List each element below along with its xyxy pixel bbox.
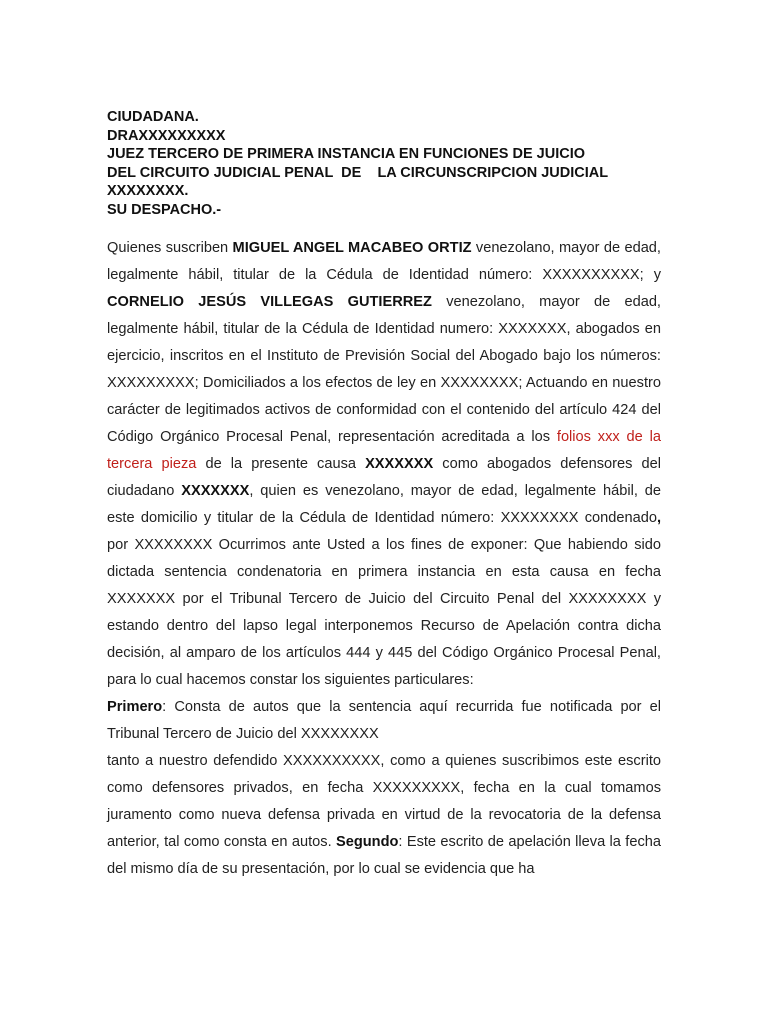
text-run: tanto a nuestro defendido XXXXXXXXXX, como a quienes suscribimos este escrito como defensores privados, en fecha XXXXXXXXX, fecha en la cual tomamos juramento como nueva defensa privada en virtud de la revocatoria de la defensa anterior, tal como consta en autos.	[107, 753, 661, 850]
text-run: Quienes suscriben	[107, 240, 233, 256]
heading-line: DRAXXXXXXXXX	[107, 127, 226, 144]
text-run: por XXXXXXXX Ocurrimos ante Usted a los fines de exponer: Que habiendo sido dictada sentencia condenatoria en primera instancia en esta causa en fecha XXXXXXX por el Tribunal Tercero de Juicio del Circuito Penal del XXXXXXXX y estando dentro del lapso legal interponemos Recurso de Apelación contra dicha decisión, al amparo de los artículos 444 y 445 del Código Orgánico Procesal Penal, para lo cual hacemos constar los siguientes particulares:	[107, 537, 661, 688]
text-run: : Consta de autos que la sentencia aquí recurrida fue notificada por el Tribunal Tercero de Juicio del XXXXXXXX	[107, 699, 661, 742]
text-run: venezolano, mayor de edad, legalmente hábil, titular de la Cédula de Identidad numero: XXXXXXX, abogados en ejercicio, inscritos en el Instituto de Previsión Social del Abogado bajo los números: XXXXXXXXX; Domiciliados a los efectos de ley en XXXXXXXX; Actuando en nuestro carácter de legitimados activos de conformidad con el contenido del artículo 424 del Código Orgánico Procesal Penal, representación acreditada a los	[107, 294, 661, 445]
heading-line: XXXXXXXX.	[107, 183, 189, 199]
heading-line: SU DESPACHO.-	[107, 201, 222, 218]
text-run: , quien es venezolano, mayor de edad, legalmente hábil, de este domicilio y titular de la Cédula de Identidad número: XXXXXXXX condenado	[107, 483, 661, 526]
heading-line: DEL CIRCUITO JUDICIAL PENAL DE LA CIRCUNSCRIPCION JUDICIAL	[107, 164, 609, 181]
document-body	[107, 235, 661, 883]
document-page	[107, 108, 661, 883]
signatory-name: CORNELIO JESÚS VILLEGAS GUTIERREZ	[107, 294, 432, 310]
defendant-name: XXXXXXX	[181, 483, 250, 499]
paragraph-segundo	[107, 748, 661, 883]
text-run: : Este escrito de apelación lleva la fecha del mismo día de su presentación, por lo cual se evidencia que ha	[107, 834, 661, 877]
bold-comma: ,	[656, 510, 661, 526]
document-heading	[107, 108, 661, 219]
heading-line: CIUDADANA.	[107, 109, 199, 125]
paragraph-intro	[107, 235, 661, 694]
text-run: de la presente causa	[196, 456, 366, 472]
highlighted-reference: folios xxx de la tercera pieza	[107, 429, 661, 472]
heading-line: JUEZ TERCERO DE PRIMERA INSTANCIA EN FUNCIONES DE JUICIO	[107, 146, 586, 162]
text-run: como abogados defensores del ciudadano	[107, 456, 661, 499]
paragraph-primero	[107, 694, 661, 748]
section-label: Segundo	[335, 834, 399, 850]
text-run: venezolano, mayor de edad, legalmente hábil, titular de la Cédula de Identidad número: XXXXXXXXXX; y	[107, 240, 661, 283]
signatory-name: MIGUEL ANGEL MACABEO ORTIZ	[232, 240, 472, 256]
case-number: XXXXXXX	[365, 456, 434, 472]
section-label: Primero	[107, 699, 163, 715]
